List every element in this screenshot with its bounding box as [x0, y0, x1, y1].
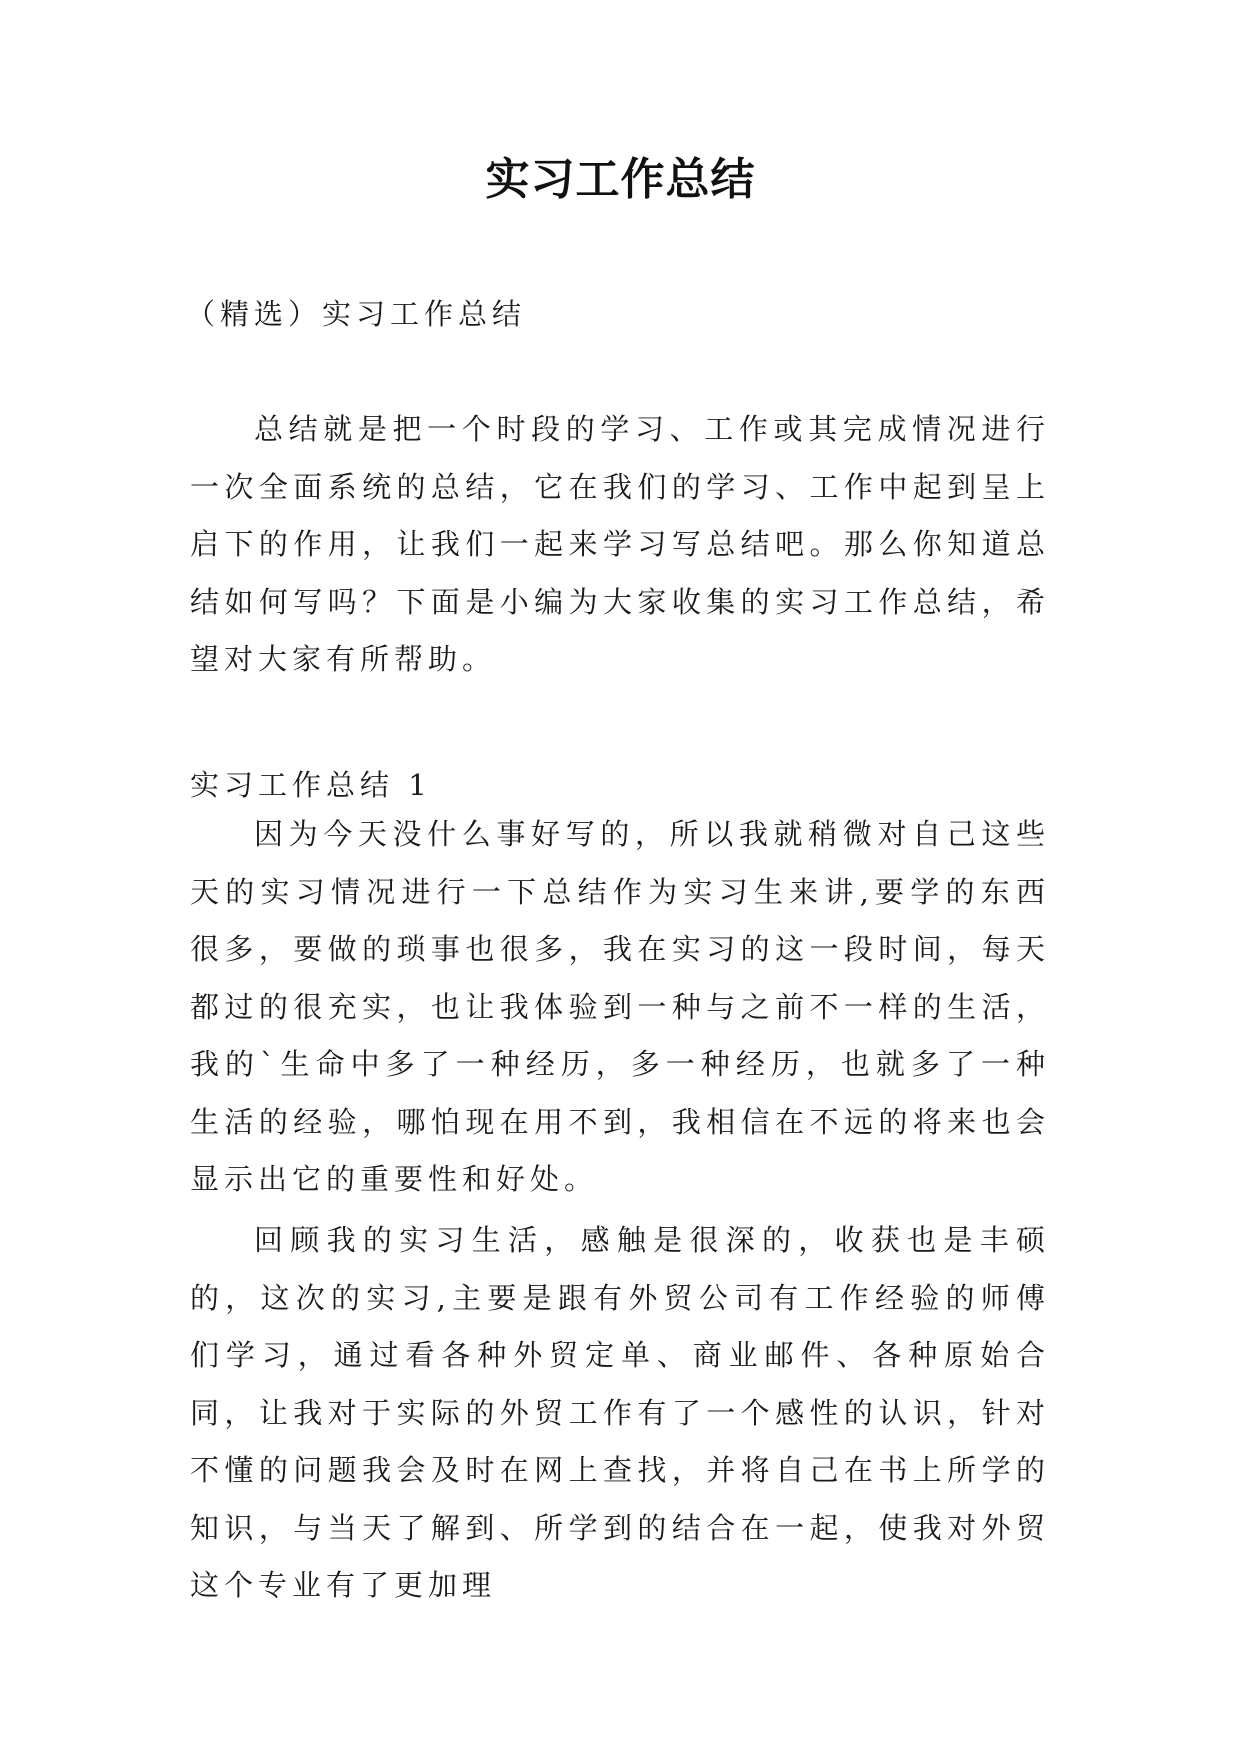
section-heading: 实习工作总结 1 [190, 768, 432, 802]
document-title: 实习工作总结 [485, 154, 756, 205]
document-subtitle: （精选）实习工作总结 [186, 297, 527, 331]
intro-paragraph: 总结就是把一个时段的学习、工作或其完成情况进行一次全面系统的总结，它在我们的学习、工作中起到呈上启下的作用，让我们一起来学习写总结吧。那么你知道总结如何写吗？下面是小编为大家收集的实习工作总结，希望对大家有所帮助。 [190, 412, 1050, 676]
body-paragraph: 因为今天没什么事好写的，所以我就稍微对自己这些天的实习情况进行一下总结作为实习生来讲,要学的东西很多，要做的琐事也很多，我在实习的这一段时间，每天都过的很充实，也让我体验到一种与之前不一样的生活，我的`生命中多了一种经历，多一种经历，也就多了一种生活的经验，哪怕现在用不到，我相信在不远的将来也会显示出它的重要性和好处。 [190, 817, 1050, 1196]
body-paragraph: 回顾我的实习生活，感触是很深的，收获也是丰硕的，这次的实习,主要是跟有外贸公司有工作经验的师傅们学习，通过看各种外贸定单、商业邮件、各种原始合同，让我对于实际的外贸工作有了一个感性的认识，针对不懂的问题我会及时在网上查找，并将自己在书上所学的知识，与当天了解到、所学到的结合在一起，使我对外贸这个专业有了更加理 [190, 1223, 1050, 1602]
